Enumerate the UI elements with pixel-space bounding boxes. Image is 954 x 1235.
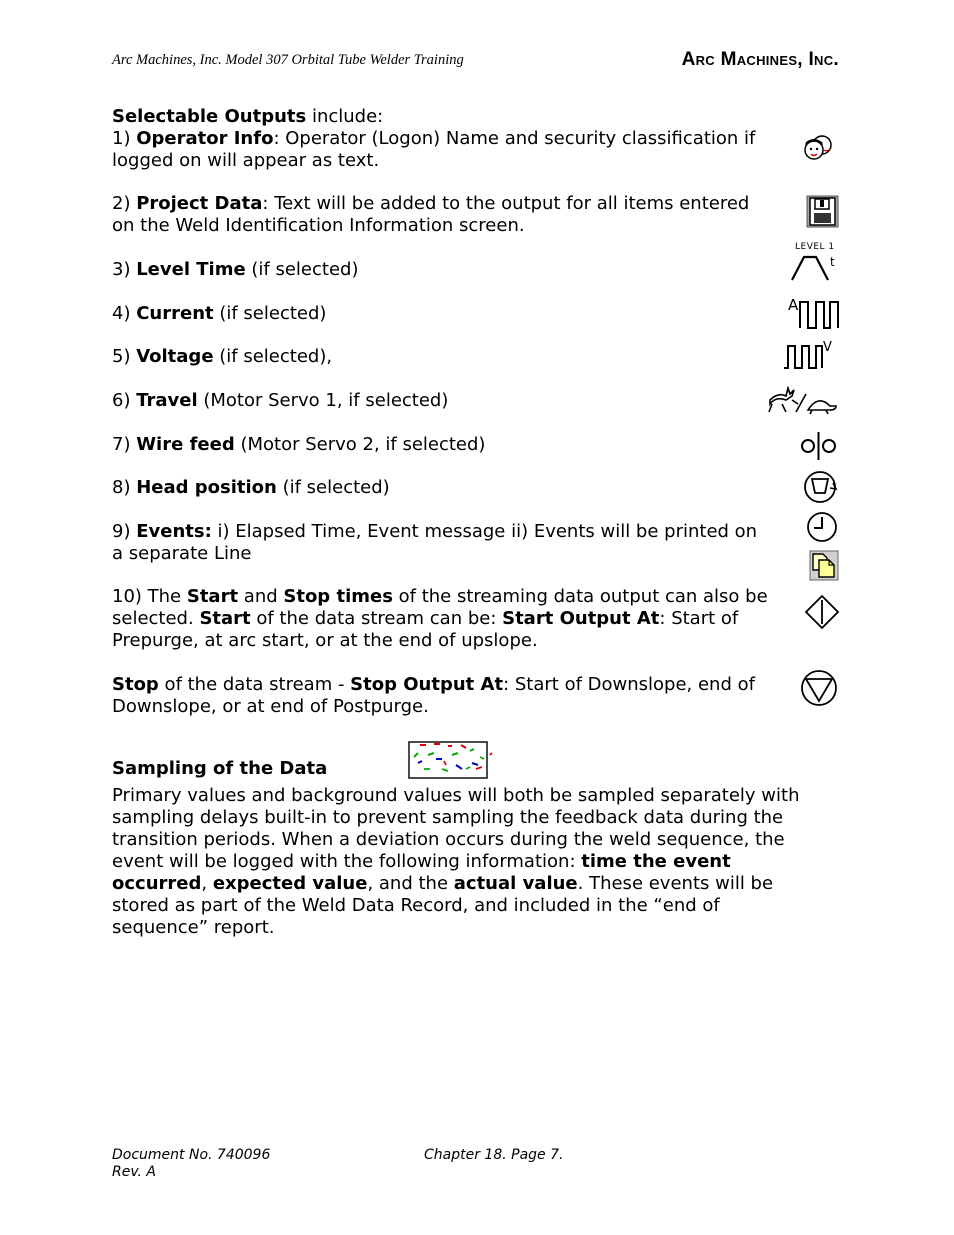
item-8-bold: Head position — [136, 477, 277, 498]
item-5-number: 5) — [112, 346, 137, 367]
item-8 — [112, 477, 390, 499]
item-2 — [112, 193, 749, 237]
item-10-l2a: selected. — [112, 608, 200, 629]
item-10-l2b: Start — [199, 608, 251, 629]
item-4 — [112, 303, 326, 325]
sampling-line-3: transition periods. When a deviation occurs during the weld sequence, the — [112, 829, 785, 850]
sampling-line-2: sampling delays built-in to prevent sampling the feedback data during the — [112, 807, 784, 828]
item-1-number: 1) — [112, 128, 137, 149]
item-5 — [112, 346, 332, 368]
sampling-line-5c: expected value — [212, 873, 368, 894]
item-10-l2c: of the data stream can be: — [250, 608, 503, 629]
floppy-disk-icon — [806, 195, 839, 228]
item-9-bold: Events: — [136, 521, 212, 542]
sampling-line-5e: actual value — [453, 873, 578, 894]
item-3-bold: Level Time — [136, 259, 246, 280]
sampling-line-6: stored as part of the Weld Data Record, and included in the “end of — [112, 895, 720, 916]
footer-revision: Rev. A — [112, 1164, 156, 1180]
rabbit-turtle-icon — [766, 386, 838, 418]
sampling-line-5f: . These events will be — [577, 873, 774, 894]
stop-paragraph — [112, 674, 755, 718]
sampling-heading — [112, 758, 327, 780]
stop-triangle-icon — [799, 669, 839, 707]
item-6-text: (Motor Servo 1, if selected) — [197, 390, 449, 411]
stop-l1a: Stop — [112, 674, 159, 695]
sampling-line-5d: , and the — [367, 873, 454, 894]
current-waveform-icon — [788, 296, 840, 330]
level-time-icon-sub: t — [830, 255, 835, 269]
item-5-text: (if selected), — [213, 346, 333, 367]
item-10-l3: Prepurge, at arc start, or at the end of upslope. — [112, 630, 538, 651]
item-7-text: (Motor Servo 2, if selected) — [234, 434, 486, 455]
item-9-text: i) Elapsed Time, Event message ii) Events will be printed on — [211, 521, 758, 542]
item-10-l1c: and — [238, 586, 284, 607]
head-position-icon — [803, 469, 839, 505]
sampling-line-4a: event will be logged with the following information: — [112, 851, 582, 872]
sampling-line-1: Primary values and background values will both be sampled separately with — [112, 785, 800, 806]
start-diamond-icon — [804, 594, 840, 630]
item-4-bold: Current — [136, 303, 214, 324]
item-4-text: (if selected) — [213, 303, 327, 324]
item-9 — [112, 521, 757, 565]
company-logo-text: Arc Machines, Inc. — [681, 49, 839, 70]
item-10-l1d: Stop times — [283, 586, 393, 607]
sampling-line-7: sequence” report. — [112, 917, 275, 938]
item-2-text: : Text will be added to the output for all items entered — [262, 193, 750, 214]
operator-faces-icon — [800, 130, 836, 166]
item-2-line2: on the Weld Identification Information screen. — [112, 215, 525, 236]
item-1-text: : Operator (Logon) Name and security classification if — [273, 128, 756, 149]
item-6 — [112, 390, 448, 412]
item-8-text: (if selected) — [276, 477, 390, 498]
item-9-line2: a separate Line — [112, 543, 252, 564]
intro-line — [112, 106, 383, 128]
footer-page: Chapter 18. Page 7. — [424, 1147, 564, 1163]
item-3-number: 3) — [112, 259, 137, 280]
level-time-icon — [790, 242, 840, 284]
item-7 — [112, 434, 485, 456]
item-1-bold: Operator Info — [136, 128, 274, 149]
sampling-line-5a: occurred — [112, 873, 202, 894]
item-10-l1a: 10) The — [112, 586, 187, 607]
clock-icon — [806, 511, 838, 543]
sampling-heading-text: Sampling of the Data — [112, 758, 328, 779]
sampling-line-4b: time the event — [581, 851, 731, 872]
item-6-bold: Travel — [136, 390, 198, 411]
documents-icon — [809, 550, 839, 581]
header-title: Arc Machines, Inc. Model 307 Orbital Tube Welder Training — [112, 52, 464, 68]
voltage-waveform-label: V — [823, 340, 832, 355]
stop-l1c: Stop Output At — [350, 674, 504, 695]
stop-l2: Downslope, or at end of Postpurge. — [112, 696, 429, 717]
item-7-bold: Wire feed — [136, 434, 235, 455]
sampling-line-5b: , — [201, 873, 213, 894]
item-1 — [112, 128, 755, 172]
item-10-l2d: Start Output At — [502, 608, 660, 629]
item-5-bold: Voltage — [136, 346, 214, 367]
intro-rest: include: — [306, 106, 384, 127]
footer-doc-number: Document No. 740096 — [112, 1147, 271, 1163]
item-9-number: 9) — [112, 521, 137, 542]
item-4-number: 4) — [112, 303, 137, 324]
level-time-icon-label: LEVEL 1 — [795, 242, 835, 252]
item-7-number: 7) — [112, 434, 137, 455]
voltage-waveform-icon — [784, 342, 836, 372]
stop-l1b: of the data stream - — [158, 674, 351, 695]
item-10-l1e: of the streaming data output can also be — [392, 586, 768, 607]
item-10-l2e: : Start of — [659, 608, 739, 629]
sampling-chart-icon — [406, 739, 494, 781]
item-8-number: 8) — [112, 477, 137, 498]
item-10-l1b: Start — [186, 586, 239, 607]
item-6-number: 6) — [112, 390, 137, 411]
item-10 — [112, 586, 768, 652]
stop-l1d: : Start of Downslope, end of — [503, 674, 755, 695]
item-3-text: (if selected) — [245, 259, 359, 280]
sampling-body — [112, 785, 800, 939]
intro-bold: Selectable Outputs — [112, 106, 307, 127]
item-1-line2: logged on will appear as text. — [112, 150, 380, 171]
item-2-number: 2) — [112, 193, 137, 214]
item-3 — [112, 259, 358, 281]
item-2-bold: Project Data — [136, 193, 263, 214]
current-waveform-label: A — [788, 296, 799, 314]
wire-feed-icon — [800, 430, 838, 462]
